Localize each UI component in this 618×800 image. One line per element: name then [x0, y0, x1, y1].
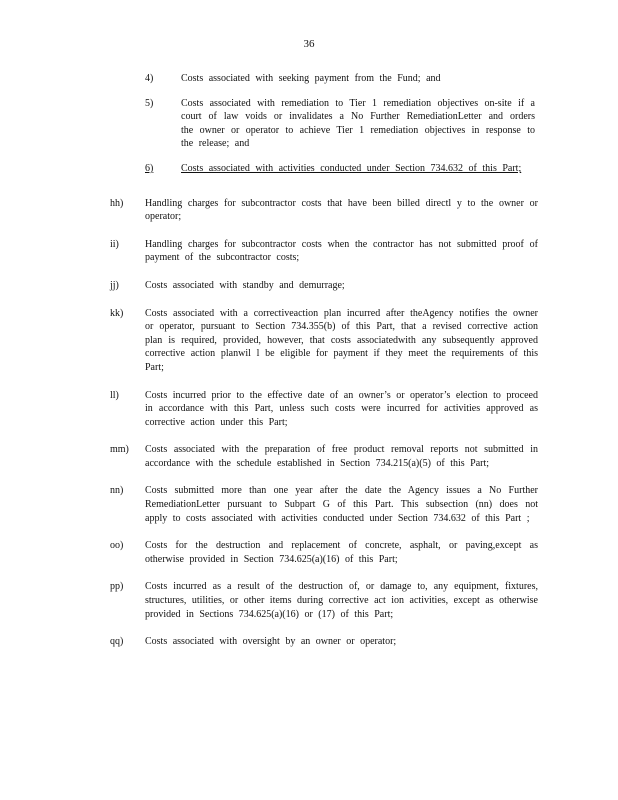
- item-text: Handling charges for subcontractor costs when the contractor has not submitted proof of payment of the subcontractor costs;: [145, 238, 538, 264]
- sub-item-6: [145, 162, 535, 176]
- item-kk: [110, 307, 538, 375]
- sub-item-text: Costs associated with activities conducted under Section 734.632 of this Part;: [181, 162, 522, 174]
- item-label: ll): [110, 389, 119, 401]
- item-nn: [110, 484, 538, 525]
- item-text: Costs associated with oversight by an owner or operator;: [145, 636, 397, 648]
- sub-item-text: Costs associated with seeking payment from the Fund; and: [181, 73, 441, 84]
- item-text: Costs associated with a correctiveaction plan incurred after theAgency notifies the owner or operator, pursuant to Section 734.355(b) of this Part, that a revised corrective action plan is required, provided, however, that costs associatedwith any subsequently approved corrective action planwil l be eligible for payment if they meet the requirements of this Part;: [145, 307, 538, 373]
- sub-item-label: 6): [145, 162, 154, 174]
- item-text: Costs associated with standby and demurrage;: [145, 279, 345, 291]
- item-label: jj): [110, 279, 119, 291]
- item-qq: [110, 635, 538, 649]
- item-pp: [110, 580, 538, 621]
- item-hh: [110, 197, 538, 224]
- item-label: oo): [110, 540, 124, 552]
- item-jj: [110, 279, 538, 293]
- sub-item-4: [145, 72, 535, 86]
- document-body: [0, 72, 618, 663]
- sub-item-5: [145, 97, 535, 151]
- item-text: Costs incurred as a result of the destruction of, or damage to, any equipment, fixtures, structures, utilities, or other items during corrective act ion activities, except as otherwise provided in Sections 734.625(a)(16) or (17) of this Part;: [145, 581, 538, 620]
- sub-item-label: 4): [145, 73, 154, 84]
- item-ii: [110, 238, 538, 265]
- item-mm: [110, 443, 538, 470]
- spacer: [0, 187, 618, 197]
- item-label: nn): [110, 485, 124, 497]
- item-label: qq): [110, 636, 124, 648]
- page-number: 36: [303, 38, 315, 50]
- sub-item-text: Costs associated with remediation to Tier 1 remediation objectives on-site if a court of law voids or invalidates a No Further RemediationLetter and orders the owner or operator to achieve Tier 1 remediation objectives in response to the release; and: [181, 97, 535, 150]
- item-text: Handling charges for subcontractor costs that have been billed directl y to the owner or operator;: [145, 197, 538, 223]
- item-text: Costs submitted more than one year after the date the Agency issues a No Further RemediationLetter pursuant to Subpart G of this Part. This subsection (nn) does not apply to costs associated with activities conducted under Section 734.632 of this Part ;: [145, 485, 538, 524]
- item-oo: [110, 539, 538, 566]
- item-label: mm): [110, 444, 129, 456]
- item-label: kk): [110, 307, 124, 319]
- item-label: pp): [110, 581, 124, 593]
- item-text: Costs for the destruction and replacement of concrete, asphalt, or paving,except as otherwise provided in Section 734.625(a)(16) of this Part;: [145, 540, 538, 565]
- item-ll: [110, 389, 538, 430]
- item-label: ii): [110, 238, 119, 250]
- item-text: Costs incurred prior to the effective date of an owner’s or operator’s election to proceed in accordance with this Part, unless such costs were incurred for activities approved as corrective action under this Part;: [145, 389, 538, 428]
- item-text: Costs associated with the preparation of free product removal reports not submitted in accordance with the schedule established in Section 734.215(a)(5) of this Part;: [145, 444, 538, 469]
- item-label: hh): [110, 197, 124, 209]
- sub-item-label: 5): [145, 97, 154, 109]
